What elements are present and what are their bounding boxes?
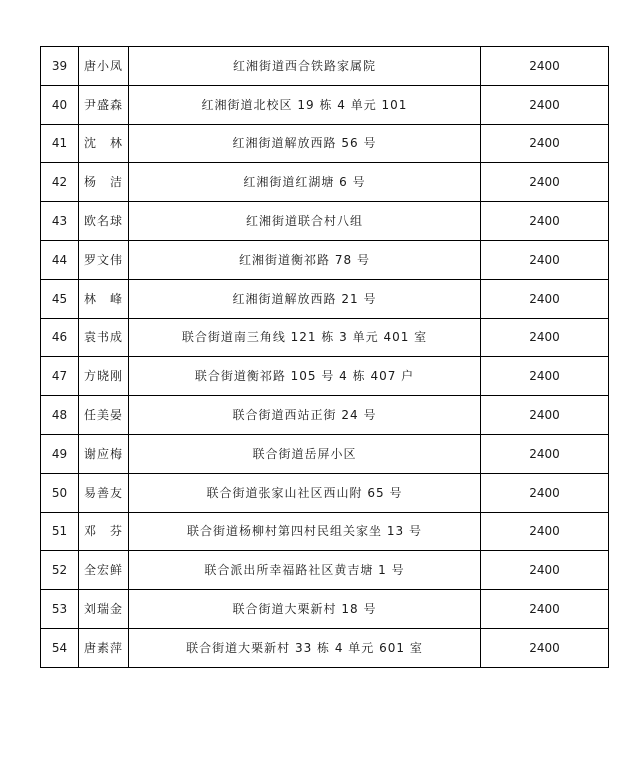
name-cell: 尹盛森 bbox=[79, 85, 129, 124]
row-number-cell: 50 bbox=[41, 473, 79, 512]
name-cell: 杨 洁 bbox=[79, 163, 129, 202]
amount-cell: 2400 bbox=[481, 85, 609, 124]
name-cell: 林 峰 bbox=[79, 279, 129, 318]
amount-cell: 2400 bbox=[481, 202, 609, 241]
table-row bbox=[41, 202, 609, 241]
row-number-cell: 42 bbox=[41, 163, 79, 202]
address-cell: 红湘街道红湖塘 6 号 bbox=[129, 163, 481, 202]
amount-cell: 2400 bbox=[481, 47, 609, 86]
address-cell: 红湘街道西合铁路家属院 bbox=[129, 47, 481, 86]
table-row bbox=[41, 318, 609, 357]
address-cell: 联合街道南三角线 121 栋 3 单元 401 室 bbox=[129, 318, 481, 357]
name-cell: 刘瑞金 bbox=[79, 590, 129, 629]
address-cell: 红湘街道解放西路 56 号 bbox=[129, 124, 481, 163]
address-cell: 联合街道岳屏小区 bbox=[129, 434, 481, 473]
amount-cell: 2400 bbox=[481, 473, 609, 512]
row-number-cell: 47 bbox=[41, 357, 79, 396]
amount-cell: 2400 bbox=[481, 434, 609, 473]
row-number-cell: 52 bbox=[41, 551, 79, 590]
address-cell: 联合街道张家山社区西山附 65 号 bbox=[129, 473, 481, 512]
amount-cell: 2400 bbox=[481, 590, 609, 629]
table-row bbox=[41, 85, 609, 124]
name-cell: 沈 林 bbox=[79, 124, 129, 163]
table-row bbox=[41, 240, 609, 279]
amount-cell: 2400 bbox=[481, 279, 609, 318]
row-number-cell: 46 bbox=[41, 318, 79, 357]
amount-cell: 2400 bbox=[481, 124, 609, 163]
amount-cell: 2400 bbox=[481, 318, 609, 357]
row-number-cell: 40 bbox=[41, 85, 79, 124]
row-number-cell: 41 bbox=[41, 124, 79, 163]
name-cell: 邓 芬 bbox=[79, 512, 129, 551]
table-row bbox=[41, 124, 609, 163]
row-number-cell: 54 bbox=[41, 628, 79, 667]
amount-cell: 2400 bbox=[481, 357, 609, 396]
address-cell: 联合派出所幸福路社区黄吉塘 1 号 bbox=[129, 551, 481, 590]
name-cell: 方晓刚 bbox=[79, 357, 129, 396]
amount-cell: 2400 bbox=[481, 512, 609, 551]
table-row bbox=[41, 279, 609, 318]
table-row bbox=[41, 434, 609, 473]
address-cell: 联合街道大栗新村 18 号 bbox=[129, 590, 481, 629]
name-cell: 全宏鲜 bbox=[79, 551, 129, 590]
address-cell: 红湘街道衡祁路 78 号 bbox=[129, 240, 481, 279]
table-row bbox=[41, 628, 609, 667]
address-cell: 联合街道杨柳村第四村民组关家坐 13 号 bbox=[129, 512, 481, 551]
amount-cell: 2400 bbox=[481, 551, 609, 590]
name-cell: 欧名球 bbox=[79, 202, 129, 241]
amount-cell: 2400 bbox=[481, 163, 609, 202]
amount-cell: 2400 bbox=[481, 240, 609, 279]
table-row bbox=[41, 163, 609, 202]
row-number-cell: 45 bbox=[41, 279, 79, 318]
row-number-cell: 43 bbox=[41, 202, 79, 241]
address-cell: 联合街道衡祁路 105 号 4 栋 407 户 bbox=[129, 357, 481, 396]
address-cell: 联合街道西站正街 24 号 bbox=[129, 396, 481, 435]
row-number-cell: 48 bbox=[41, 396, 79, 435]
name-cell: 袁书成 bbox=[79, 318, 129, 357]
name-cell: 任美晏 bbox=[79, 396, 129, 435]
address-cell: 红湘街道北校区 19 栋 4 单元 101 bbox=[129, 85, 481, 124]
roster-table-body bbox=[41, 47, 609, 668]
address-cell: 红湘街道解放西路 21 号 bbox=[129, 279, 481, 318]
amount-cell: 2400 bbox=[481, 628, 609, 667]
roster-table bbox=[40, 46, 609, 668]
table-row bbox=[41, 590, 609, 629]
row-number-cell: 51 bbox=[41, 512, 79, 551]
table-row bbox=[41, 473, 609, 512]
name-cell: 谢应梅 bbox=[79, 434, 129, 473]
name-cell: 唐小凤 bbox=[79, 47, 129, 86]
table-row bbox=[41, 47, 609, 86]
name-cell: 唐素萍 bbox=[79, 628, 129, 667]
address-cell: 红湘街道联合村八组 bbox=[129, 202, 481, 241]
row-number-cell: 49 bbox=[41, 434, 79, 473]
name-cell: 易善友 bbox=[79, 473, 129, 512]
table-row bbox=[41, 396, 609, 435]
amount-cell: 2400 bbox=[481, 396, 609, 435]
table-row bbox=[41, 357, 609, 396]
address-cell: 联合街道大栗新村 33 栋 4 单元 601 室 bbox=[129, 628, 481, 667]
name-cell: 罗文伟 bbox=[79, 240, 129, 279]
row-number-cell: 53 bbox=[41, 590, 79, 629]
table-row bbox=[41, 551, 609, 590]
row-number-cell: 39 bbox=[41, 47, 79, 86]
row-number-cell: 44 bbox=[41, 240, 79, 279]
table-row bbox=[41, 512, 609, 551]
